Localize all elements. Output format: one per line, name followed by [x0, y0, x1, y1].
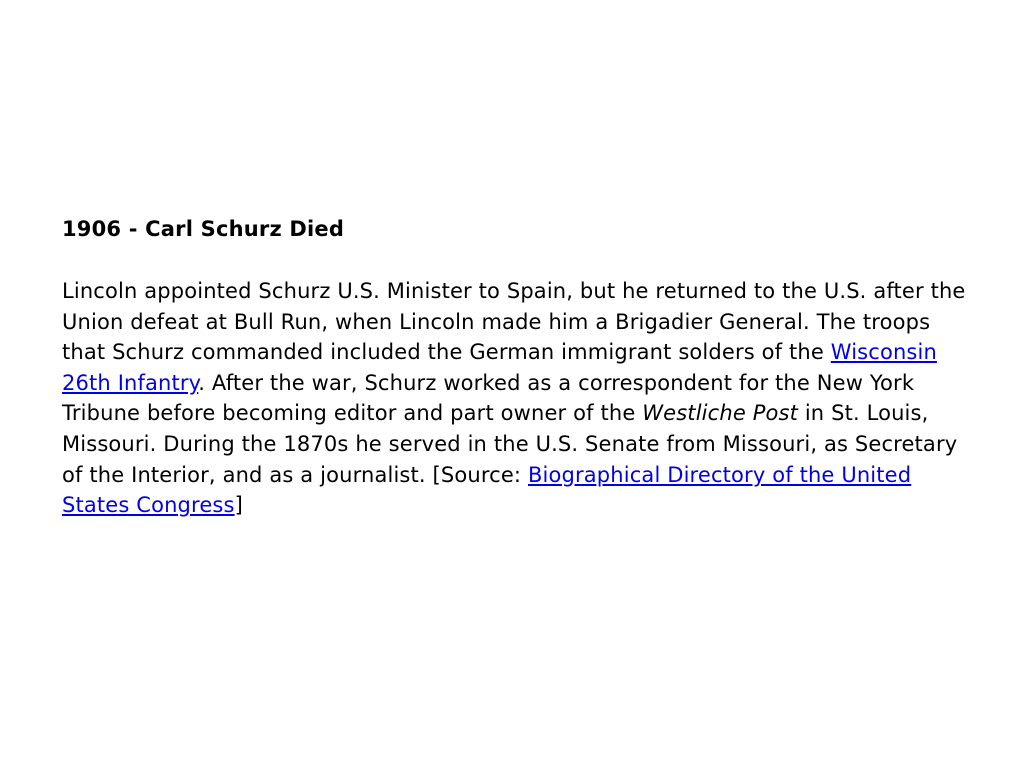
article-title: 1906 - Carl Schurz Died — [62, 217, 345, 241]
westliche-post-title: Westliche Post — [642, 401, 798, 426]
body-text-part-2: . After the war, Schurz worked as a correspondent for the New York Tribune before becoming editor and part owner of the — [62, 370, 915, 426]
article-body — [62, 276, 967, 521]
body-text-part-1: Lincoln appointed Schurz U.S. Minister to Spain, but he returned to the U.S. after the Union defeat at Bull Run, when Lincoln made him a Brigadier General. The troops that Schurz commanded included the German immigrant solders of the — [62, 279, 966, 365]
body-text-part-3: in St. Louis, Missouri. During the 1870s he served in the U.S. Senate from Missouri, as Secretary of the Interior, and as a journalist. [Source: — [62, 401, 958, 487]
biographical-directory-link[interactable]: Biographical Directory of the United States Congress — [62, 462, 912, 518]
article — [62, 214, 967, 521]
wisconsin-26th-infantry-link[interactable]: Wisconsin 26th Infantry — [62, 340, 937, 395]
body-text-part-4: ] — [234, 493, 243, 518]
